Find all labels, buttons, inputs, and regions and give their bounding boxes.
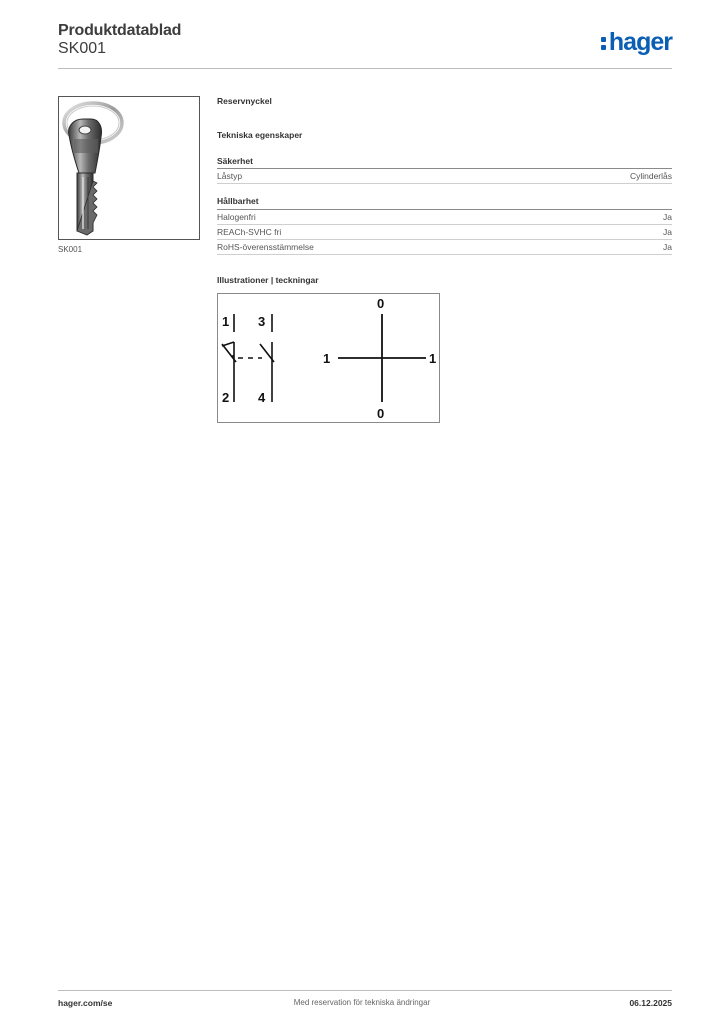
property-row [217,240,672,255]
group-title-sustainability: Hållbarhet [217,196,259,206]
property-value: Cylinderlås [629,171,672,181]
property-value: Ja [663,212,672,222]
hager-logo [601,29,672,55]
product-image [58,96,200,240]
header-divider [58,68,672,69]
position-label-right: 1 [429,351,437,366]
property-row [217,169,672,184]
image-caption: SK001 [58,245,83,254]
document-title: Produktdatablad [58,22,182,39]
product-name: Reservnyckel [217,96,272,106]
switch-diagram [217,293,440,423]
logo-text: hager [608,28,672,56]
property-value: Ja [663,227,672,237]
footer-disclaimer: Med reservation för tekniska ändringar [293,998,431,1007]
footer-website: hager.com/se [58,998,113,1008]
footer-divider [58,990,672,991]
position-label-top: 0 [377,296,385,311]
property-label: REACh-SVHC fri [217,227,282,237]
property-row [217,225,672,240]
illustrations-heading: Illustrationer | teckningar [217,275,319,285]
terminal-label: 4 [258,390,266,405]
position-label-left: 1 [323,351,331,366]
switch-diagram-drawing [218,294,439,422]
terminal-label: 3 [258,314,266,329]
property-value: Ja [663,242,672,252]
product-code: SK001 [58,40,107,57]
technical-heading: Tekniska egenskaper [217,130,303,140]
property-row [217,210,672,225]
footer-date: 06.12.2025 [629,998,672,1008]
property-label: RoHS-överensstämmelse [217,242,314,252]
property-label: Låstyp [217,171,243,181]
position-label-bottom: 0 [377,406,385,421]
terminal-label: 1 [222,314,230,329]
key-photo-icon [59,97,199,239]
page-header [58,20,672,70]
property-label: Halogenfri [217,212,256,222]
group-title-safety: Säkerhet [217,156,253,166]
terminal-label: 2 [222,390,230,405]
logo-dots-icon [601,32,607,52]
